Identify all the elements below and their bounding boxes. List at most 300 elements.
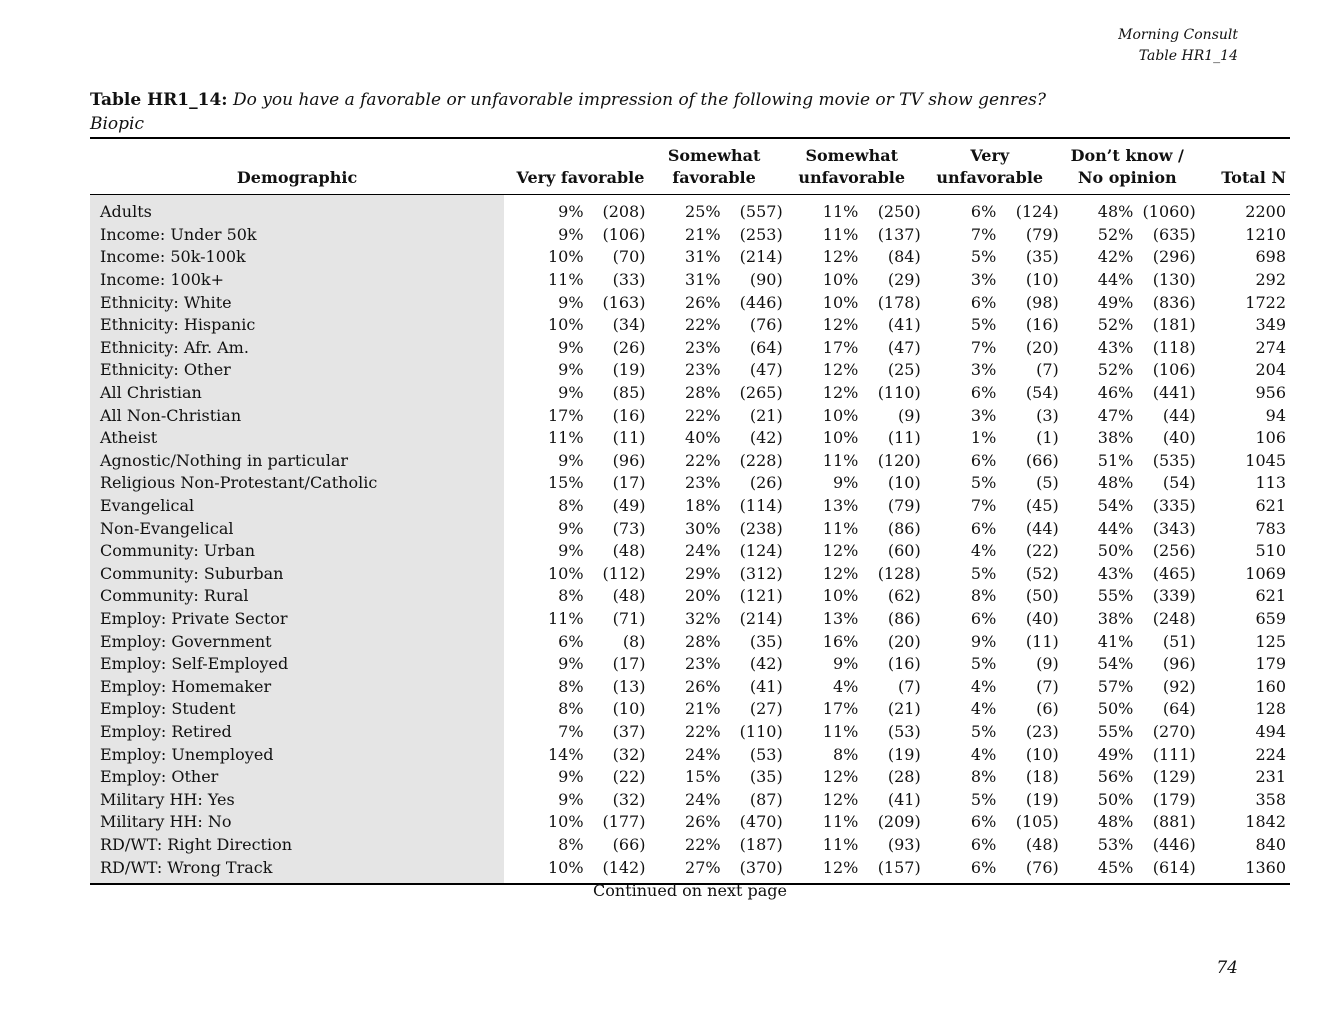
cell-percent: 8% [558,834,584,854]
table-row [90,517,1290,540]
cell-percent: 9% [832,654,859,674]
row-spacer [504,269,515,292]
cell-percent: 6% [970,202,997,222]
cell-percent: 9% [558,767,584,787]
cell-count: (70) [612,247,646,267]
row-label: Evangelical [90,495,504,518]
cell-percent: 22% [685,450,721,470]
cell-percent: 38% [1097,608,1134,628]
cell-count: (209) [877,812,921,832]
cell-percent: 11% [822,202,859,222]
row-label: Ethnicity: White [90,291,504,314]
table-header-row [90,138,1290,195]
cell-percent: 11% [822,518,859,538]
table-row [90,653,1290,676]
cell-percent: 4% [970,744,997,764]
cell-count: (66) [1025,450,1059,470]
cell-count: (28) [887,767,921,787]
cell-percent: 10% [548,247,584,267]
cell-percent: 16% [822,631,859,651]
cell-percent: 6% [970,383,997,403]
row-label: Employ: Private Sector [90,608,504,631]
row-label: Community: Rural [90,585,504,608]
cell-count: (1060) [1142,202,1196,222]
cell-count: (33) [612,270,646,290]
cell-percent: 52% [1097,360,1134,380]
cell-count: (22) [1025,541,1059,561]
cell-percent: 12% [822,563,859,583]
cell-count: (40) [1025,608,1059,628]
cell-count: (270) [1152,721,1196,741]
cell-count: (557) [739,202,783,222]
continued-note: Continued on next page [593,881,787,900]
cell-count: (178) [877,292,921,312]
cell-percent: 23% [685,473,721,493]
cell-count: (265) [739,383,783,403]
cell-percent: 22% [685,834,721,854]
cell-count: (142) [584,856,646,884]
cell-count: (85) [612,383,646,403]
cell-count: (76) [749,315,783,335]
row-spacer [504,585,515,608]
cell-total-n: 358 [1255,789,1286,809]
cell-percent: 50% [1097,789,1134,809]
cell-count: (76) [996,856,1058,884]
cell-percent: 9% [558,654,584,674]
cell-count: (25) [887,360,921,380]
table-row [90,359,1290,382]
table-row [90,291,1290,314]
cell-count: (5) [1036,473,1059,493]
cell-percent: 25% [685,202,721,222]
cell-percent: 8% [558,676,584,696]
row-spacer [504,834,515,857]
row-spacer [504,404,515,427]
cell-percent: 43% [1097,563,1134,583]
cell-count: (64) [1162,699,1196,719]
row-label: Employ: Government [90,630,504,653]
cell-percent: 4% [832,676,859,696]
cell-percent: 23% [685,337,721,357]
cell-count: (79) [887,496,921,516]
cell-percent: 14% [548,744,584,764]
cell-count: (53) [749,744,783,764]
cell-percent: 8% [832,744,859,764]
cell-count: (90) [749,270,783,290]
cell-count: (248) [1152,608,1196,628]
cell-count: (16) [1025,315,1059,335]
row-label: Ethnicity: Hispanic [90,314,504,337]
cell-count: (32) [612,744,646,764]
caption-question: Do you have a favorable or unfavorable impression of the following movie or TV show genres? [232,90,1046,110]
cell-percent: 11% [822,224,859,244]
cell-percent: 24% [685,541,721,561]
cell-count: (26) [612,337,646,357]
cell-count: (208) [602,202,646,222]
cell-count: (16) [612,405,646,425]
cell-count: (41) [749,676,783,696]
cell-count: (106) [1152,360,1196,380]
cell-percent: 47% [1097,405,1134,425]
row-label: Income: 100k+ [90,269,504,292]
table-row [90,608,1290,631]
cell-percent: 28% [685,383,721,403]
cell-count: (16) [887,654,921,674]
cell-percent: 7% [558,721,584,741]
table-row [90,856,1290,884]
table-row [90,563,1290,586]
row-spacer [504,359,515,382]
cell-percent: 6% [921,856,997,884]
cell-percent: 26% [685,292,721,312]
cell-percent: 8% [558,586,584,606]
cell-percent: 11% [822,450,859,470]
cell-percent: 6% [558,631,584,651]
cell-count: (40) [1162,428,1196,448]
cell-percent: 9% [558,202,584,222]
cell-percent: 23% [685,360,721,380]
table-row [90,540,1290,563]
row-spacer [504,766,515,789]
cell-percent: 7% [970,496,997,516]
cell-count: (179) [1152,789,1196,809]
cell-count: (137) [877,224,921,244]
cell-count: (42) [749,428,783,448]
cell-percent: 10% [548,315,584,335]
row-spacer [504,788,515,811]
cell-percent: 10% [548,563,584,583]
cell-count: (296) [1152,247,1196,267]
cell-percent: 9% [558,360,584,380]
cell-count: (177) [602,812,646,832]
cell-percent: 8% [970,586,997,606]
table-row [90,743,1290,766]
row-label: RD/WT: Wrong Track [90,856,504,884]
table-row [90,766,1290,789]
row-spacer [504,721,515,744]
cell-percent: 24% [685,789,721,809]
cell-percent: 50% [1097,541,1134,561]
table-row [90,382,1290,405]
row-spacer [504,195,515,224]
cell-percent: 55% [1097,586,1134,606]
cell-percent: 40% [685,428,721,448]
cell-count: (339) [1152,586,1196,606]
cell-count: (3) [1036,405,1059,425]
cell-total-n: 349 [1255,315,1286,335]
cell-count: (32) [612,789,646,809]
cell-count: (22) [612,767,646,787]
cell-total-n: 125 [1255,631,1286,651]
cell-percent: 38% [1097,428,1134,448]
cell-count: (41) [887,315,921,335]
cell-percent: 23% [685,654,721,674]
cell-percent: 5% [970,721,997,741]
cell-percent: 13% [822,608,859,628]
table-row [90,788,1290,811]
cell-percent: 9% [970,631,997,651]
col-header-dont-know: Don’t know / No opinion [1059,138,1196,195]
cell-count: (163) [602,292,646,312]
cell-count: (465) [1152,563,1196,583]
cell-count: (53) [887,721,921,741]
cell-count: (110) [877,383,921,403]
cell-percent: 52% [1097,315,1134,335]
cell-percent: 11% [822,812,859,832]
cell-count: (52) [1025,563,1059,583]
cell-count: (66) [612,834,646,854]
row-label: Adults [90,195,504,224]
cell-count: (20) [1025,337,1059,357]
cell-percent: 10% [548,812,584,832]
cell-percent: 9% [558,541,584,561]
cell-count: (10) [887,473,921,493]
cell-count: (54) [1162,473,1196,493]
row-spacer [504,517,515,540]
cell-total-n: 274 [1255,337,1286,357]
cell-total-n: 494 [1255,721,1286,741]
cell-count: (214) [739,247,783,267]
cell-percent: 17% [822,337,859,357]
cell-count: (98) [1025,292,1059,312]
col-header-somewhat-favorable: Somewhat favorable [645,138,782,195]
cell-count: (34) [612,315,646,335]
table-row [90,224,1290,247]
row-spacer [504,291,515,314]
cell-total-n: 621 [1255,496,1286,516]
cell-percent: 9% [832,473,859,493]
cell-total-n: 106 [1255,428,1286,448]
table-row [90,834,1290,857]
cell-percent: 5% [970,315,997,335]
results-table [90,137,1290,885]
row-label: Income: 50k-100k [90,246,504,269]
cell-count: (7) [898,676,921,696]
cell-count: (7) [1036,360,1059,380]
cell-count: (44) [1162,405,1196,425]
cell-percent: 13% [822,496,859,516]
cell-count: (124) [739,541,783,561]
cell-count: (635) [1152,224,1196,244]
row-spacer [504,653,515,676]
cell-percent: 56% [1097,767,1134,787]
cell-percent: 4% [970,699,997,719]
cell-count: (54) [1025,383,1059,403]
cell-percent: 10% [822,292,859,312]
row-label: Employ: Homemaker [90,675,504,698]
cell-count: (124) [1015,202,1059,222]
cell-percent: 21% [685,699,721,719]
cell-count: (118) [1152,337,1196,357]
header-org: Morning Consult [1118,27,1238,43]
cell-count: (446) [739,292,783,312]
cell-count: (335) [1152,496,1196,516]
header-table-id: Table HR1_14 [1138,48,1238,64]
row-spacer [504,382,515,405]
cell-percent: 22% [685,405,721,425]
cell-count: (128) [877,563,921,583]
cell-percent: 48% [1097,812,1134,832]
cell-percent: 22% [685,315,721,335]
row-spacer [504,495,515,518]
row-label: Non-Evangelical [90,517,504,540]
cell-count: (256) [1152,541,1196,561]
row-label: RD/WT: Right Direction [90,834,504,857]
table-row [90,314,1290,337]
cell-count: (8) [622,631,646,651]
cell-count: (35) [1025,247,1059,267]
cell-percent: 11% [548,428,584,448]
cell-count: (19) [887,744,921,764]
cell-count: (535) [1152,450,1196,470]
row-label: Military HH: No [90,811,504,834]
cell-count: (370) [721,856,783,884]
row-label: Agnostic/Nothing in particular [90,450,504,473]
row-spacer [504,450,515,473]
table-row [90,337,1290,360]
row-label: Employ: Unemployed [90,743,504,766]
cell-percent: 57% [1097,676,1134,696]
cell-percent: 5% [970,789,997,809]
cell-percent: 55% [1097,721,1134,741]
cell-total-n: 510 [1255,541,1286,561]
cell-percent: 22% [685,721,721,741]
cell-percent: 44% [1097,518,1134,538]
cell-percent: 54% [1097,496,1134,516]
cell-percent: 54% [1097,654,1134,674]
cell-percent: 6% [970,292,997,312]
cell-count: (47) [749,360,783,380]
cell-count: (20) [887,631,921,651]
cell-count: (228) [739,450,783,470]
cell-count: (238) [739,518,783,538]
cell-percent: 26% [685,676,721,696]
cell-total-n: 698 [1255,247,1286,267]
table-row [90,269,1290,292]
cell-count: (37) [612,721,646,741]
cell-count: (110) [739,721,783,741]
cell-count: (9) [898,405,921,425]
cell-count: (105) [1015,812,1059,832]
cell-count: (27) [749,699,783,719]
cell-count: (836) [1152,292,1196,312]
cell-percent: 6% [970,450,997,470]
cell-count: (45) [1025,496,1059,516]
cell-count: (35) [749,631,783,651]
cell-percent: 8% [558,496,584,516]
cell-percent: 49% [1097,744,1134,764]
cell-count: (614) [1133,856,1195,884]
cell-total-n: 956 [1255,383,1286,403]
table-row [90,404,1290,427]
cell-percent: 32% [685,608,721,628]
table-caption [90,88,1290,136]
row-spacer [504,811,515,834]
cell-count: (23) [1025,721,1059,741]
cell-percent: 5% [970,654,997,674]
cell-percent: 21% [685,224,721,244]
table-row [90,630,1290,653]
cell-count: (26) [749,473,783,493]
row-spacer [504,563,515,586]
cell-count: (187) [739,834,783,854]
cell-percent: 12% [822,767,859,787]
cell-percent: 9% [558,789,584,809]
cell-count: (60) [887,541,921,561]
cell-count: (17) [612,654,646,674]
cell-count: (470) [739,812,783,832]
cell-count: (1) [1036,428,1059,448]
cell-percent: 31% [685,247,721,267]
cell-percent: 49% [1097,292,1134,312]
cell-count: (96) [612,450,646,470]
cell-count: (47) [887,337,921,357]
cell-count: (106) [602,224,646,244]
table-row [90,495,1290,518]
cell-count: (48) [1025,834,1059,854]
col-header-total-n: Total N [1196,138,1290,195]
cell-count: (343) [1152,518,1196,538]
cell-percent: 15% [685,767,721,787]
cell-percent: 52% [1097,224,1134,244]
caption-label: Table HR1_14: [90,90,228,110]
row-label: All Non-Christian [90,404,504,427]
cell-percent: 12% [822,360,859,380]
cell-percent: 3% [970,270,997,290]
cell-percent: 12% [783,856,859,884]
cell-percent: 10% [822,428,859,448]
cell-count: (112) [602,563,646,583]
cell-count: (86) [887,518,921,538]
row-label: All Christian [90,382,504,405]
cell-percent: 8% [970,767,997,787]
cell-percent: 5% [970,563,997,583]
cell-percent: 45% [1059,856,1134,884]
cell-count: (93) [887,834,921,854]
caption-subtitle: Biopic [90,114,145,134]
cell-percent: 3% [970,405,997,425]
row-spacer [504,472,515,495]
cell-percent: 41% [1097,631,1134,651]
cell-percent: 9% [558,337,584,357]
cell-percent: 11% [548,608,584,628]
cell-count: (41) [887,789,921,809]
cell-percent: 43% [1097,337,1134,357]
cell-percent: 10% [822,405,859,425]
cell-total-n: 1069 [1245,563,1286,583]
cell-total-n: 204 [1255,360,1286,380]
cell-percent: 9% [558,450,584,470]
cell-count: (17) [612,473,646,493]
cell-percent: 12% [822,247,859,267]
cell-total-n: 128 [1255,699,1286,719]
cell-percent: 7% [970,337,997,357]
cell-percent: 10% [822,586,859,606]
cell-count: (881) [1152,812,1196,832]
cell-total-n: 1045 [1245,450,1286,470]
cell-total-n: 2200 [1245,202,1286,222]
cell-count: (129) [1152,767,1196,787]
cell-percent: 30% [685,518,721,538]
cell-percent: 6% [970,834,997,854]
cell-count: (29) [887,270,921,290]
row-spacer [504,608,515,631]
cell-percent: 42% [1097,247,1134,267]
col-header-very-favorable: Very favorable [515,138,645,195]
col-header-spacer [504,138,515,195]
cell-percent: 24% [685,744,721,764]
cell-percent: 9% [558,383,584,403]
